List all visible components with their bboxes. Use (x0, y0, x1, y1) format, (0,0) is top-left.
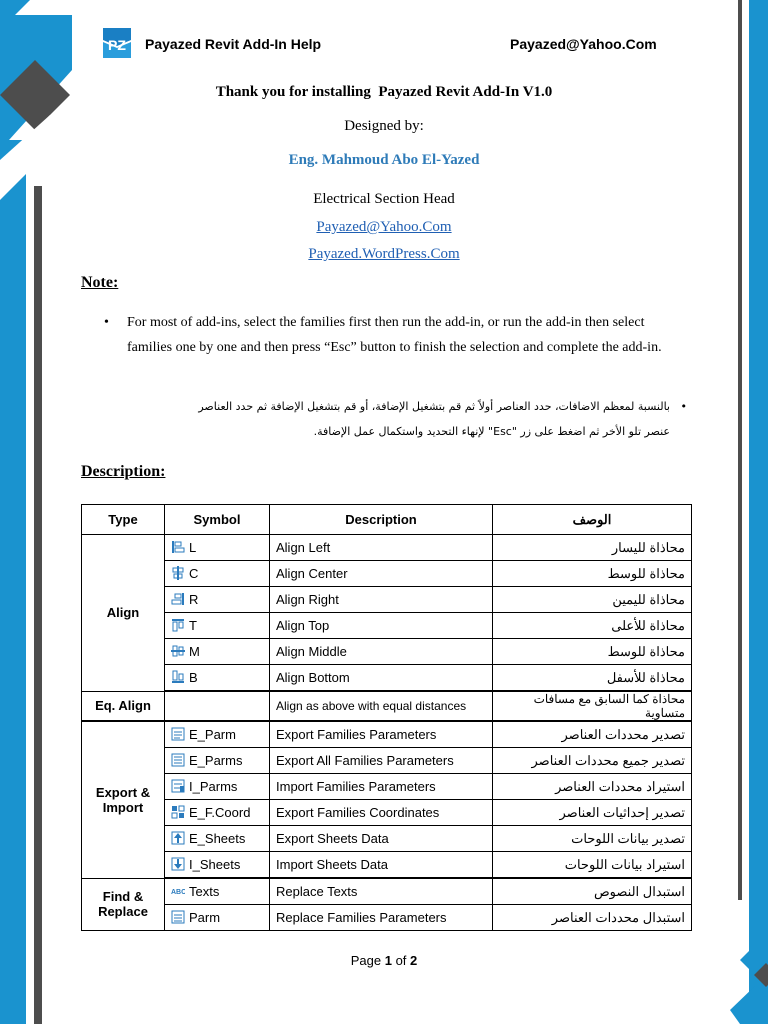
export-coordinates-icon (171, 805, 185, 819)
arabic-cell: استبدال النصوص (493, 878, 692, 905)
group-align: Align (82, 535, 165, 692)
align-right-icon (171, 592, 185, 606)
desc-cell: Replace Families Parameters (270, 905, 493, 931)
symbol-cell: R (165, 587, 270, 613)
desc-cell: Align Top (270, 613, 493, 639)
svg-text:ABC: ABC (171, 889, 185, 896)
arabic-cell: محاذاة لليسار (493, 535, 692, 561)
table-row (82, 639, 692, 665)
export-all-parameters-icon (171, 753, 185, 767)
table-row (82, 665, 692, 692)
symbol-cell: I_Sheets (165, 852, 270, 879)
align-middle-icon (171, 644, 185, 658)
author-name: Eng. Mahmoud Abo El-Yazed (288, 152, 480, 168)
arabic-cell: تصدير بيانات اللوحات (493, 826, 692, 852)
table-row (82, 721, 692, 748)
arabic-cell: محاذاة كما السابق مع مسافات متساوية (493, 691, 692, 721)
note-bullet-ar-line2: عنصر تلو الأخر ثم اضغط على زر "Esc" لإنهاء التحديد واستكمال عمل الإضافة. (313, 425, 670, 438)
replace-texts-icon (171, 884, 185, 898)
arabic-cell: تصدير محددات العناصر (493, 721, 692, 748)
arabic-cell: تصدير جميع محددات العناصر (493, 748, 692, 774)
author-role: Electrical Section Head (313, 191, 455, 207)
header-logo (97, 24, 137, 62)
table-row (82, 905, 692, 931)
export-parameters-icon (171, 727, 185, 741)
header-email: Payazed@Yahoo.Com (510, 36, 657, 52)
symbol-cell: E_Parms (165, 748, 270, 774)
import-parameters-icon (171, 779, 185, 793)
payazed-logo-icon (97, 24, 137, 62)
symbol-cell: M (165, 639, 270, 665)
page-number: Page 1 of 2 (350, 953, 418, 968)
align-left-icon (171, 540, 185, 554)
desc-cell: Import Families Parameters (270, 774, 493, 800)
export-sheets-icon (171, 831, 185, 845)
align-center-icon (171, 566, 185, 580)
table-row (82, 535, 692, 561)
designed-by: Designed by: (344, 118, 424, 134)
symbol-cell: I_Parms (165, 774, 270, 800)
site-link-row (0, 246, 768, 263)
desc-cell: Export Families Coordinates (270, 800, 493, 826)
header-description: Description (270, 505, 493, 535)
arabic-cell: محاذاة للأعلى (493, 613, 692, 639)
table-row (82, 613, 692, 639)
arabic-cell: تصدير إحداثيات العناصر (493, 800, 692, 826)
table-row (82, 561, 692, 587)
table-row (82, 826, 692, 852)
desc-cell: Align Right (270, 587, 493, 613)
group-find-replace: Find & Replace (82, 878, 165, 931)
header-title: Payazed Revit Add-In Help (145, 36, 322, 52)
align-bottom-icon (171, 670, 185, 684)
symbol-cell: E_Parm (165, 721, 270, 748)
desc-cell: Align Middle (270, 639, 493, 665)
table-row (82, 587, 692, 613)
email-link[interactable]: Payazed@Yahoo.Com (316, 219, 452, 235)
arabic-cell: محاذاة للأسفل (493, 665, 692, 692)
desc-cell: Replace Texts (270, 878, 493, 905)
table-row (82, 774, 692, 800)
arabic-cell: استيراد بيانات اللوحات (493, 852, 692, 879)
symbol-cell: T (165, 613, 270, 639)
symbol-cell: C (165, 561, 270, 587)
group-export-import: Export & Import (82, 721, 165, 878)
note-heading: Note: (81, 274, 119, 291)
table-row (82, 878, 692, 905)
replace-parameters-icon (171, 910, 185, 924)
symbol-cell: Parm (165, 905, 270, 931)
desc-cell: Align Left (270, 535, 493, 561)
bullet-dot-ar: • (680, 400, 687, 413)
arabic-cell: استبدال محددات العناصر (493, 905, 692, 931)
desc-cell: Align Bottom (270, 665, 493, 692)
symbol-cell: B (165, 665, 270, 692)
align-top-icon (171, 618, 185, 632)
description-heading: Description: (81, 463, 166, 480)
bullet-dot: • (104, 315, 109, 330)
note-bullet-ar (130, 394, 687, 444)
arabic-cell: محاذاة للوسط (493, 639, 692, 665)
desc-cell: Export Families Parameters (270, 721, 493, 748)
table-row (82, 852, 692, 879)
arabic-cell: استيراد محددات العناصر (493, 774, 692, 800)
desc-cell: Align as above with equal distances (270, 691, 493, 721)
table-row (82, 800, 692, 826)
header-type: Type (82, 505, 165, 535)
import-sheets-icon (171, 857, 185, 871)
arabic-cell: محاذاة لليمين (493, 587, 692, 613)
note-bullet-en (104, 311, 674, 360)
table-row (82, 691, 692, 721)
email-link-row (0, 219, 768, 236)
desc-cell: Import Sheets Data (270, 852, 493, 879)
note-bullet-ar-line1: بالنسبة لمعظم الاضافات، حدد العناصر أولاً ثم قم بتشغيل الإضافة، أو قم بتشغيل الإضافة ثم حدد العناصر (198, 400, 670, 413)
symbol-cell: L (165, 535, 270, 561)
thanks-line: Thank you for installing Payazed Revit Add-In V1.0 (215, 84, 553, 100)
symbol-cell: E_F.Coord (165, 800, 270, 826)
description-table (81, 504, 692, 931)
table-row (82, 748, 692, 774)
site-link[interactable]: Payazed.WordPress.Com (308, 246, 460, 262)
group-eq-align: Eq. Align (82, 691, 165, 721)
note-bullet-en-text: For most of add-ins, select the families first then run the add-in, or run the add-in then select families one by one and then press “Esc” button to finish the selection and complete the add-in. (127, 315, 662, 355)
symbol-cell: E_Sheets (165, 826, 270, 852)
svg-text:PZ: PZ (108, 37, 126, 53)
arabic-cell: محاذاة للوسط (493, 561, 692, 587)
desc-cell: Export Sheets Data (270, 826, 493, 852)
symbol-cell: ABC Texts (165, 878, 270, 905)
desc-cell: Export All Families Parameters (270, 748, 493, 774)
symbol-cell (165, 691, 270, 721)
table-header-row (82, 505, 692, 535)
header-symbol: Symbol (165, 505, 270, 535)
desc-cell: Align Center (270, 561, 493, 587)
header-arabic: الوصف (493, 505, 692, 535)
